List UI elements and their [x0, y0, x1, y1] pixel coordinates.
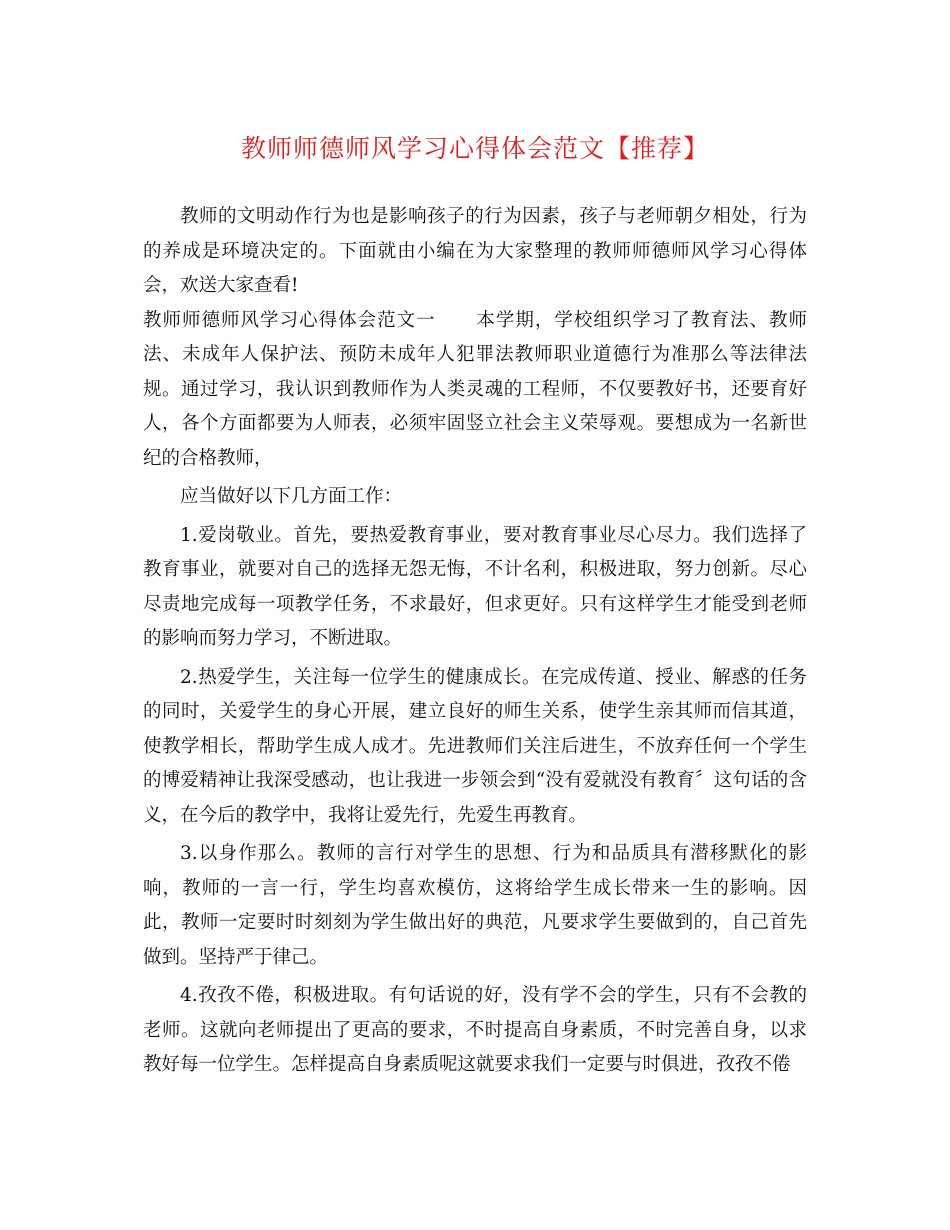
lead-paragraph: 应当做好以下几方面工作： [180, 486, 403, 507]
section-heading: 教师师德师风学习心得体会范文一 [143, 309, 436, 331]
section-body: 本学期，学校组织学习了教育法、教师法、未成年人保护法、预防未成年人犯罪法教师职业道德行为准那么等法律法规。通过学习，我认识到教师作为人类灵魂的工程师，不仅要教好书，还要育好人，各个方面都要为人师表，必须牢固竖立社会主义荣辱观。要想成为一名新世纪的合格教师， [143, 309, 807, 469]
intro-paragraph: 教师的文明动作行为也是影响孩子的行为因素，孩子与老师朝夕相处，行为的养成是环境决定的。下面就由小编在为大家整理的教师师德师风学习心得体会，欢送大家查看! [143, 206, 807, 296]
document-body [143, 200, 807, 1083]
point-paragraph-2: 2.热爱学生，关注每一位学生的健康成长。在完成传道、授业、解惑的任务的同时，关爱学生的身心开展，建立良好的师生关系，使学生亲其师而信其道，使教学相长，帮助学生成人成才。先进教师们关注后进生，不放弃任何一个学生的博爱精神让我深受感动，也让我进一步领会到“没有爱就没有教育〞这句话的含义，在今后的教学中，我将让爱先行，先爱生再教育。 [143, 666, 807, 826]
section-paragraph [143, 304, 807, 477]
point-paragraph-4: 4.孜孜不倦，积极进取。有句话说的好，没有学不会的学生，只有不会教的老师。这就向老师提出了更高的要求，不时提高自身素质，不时完善自身，以求教好每一位学生。怎样提高自身素质呢这就要求我们一定要与时俱进，孜孜不倦 [143, 985, 807, 1075]
point-paragraph-1: 1.爱岗敬业。首先，要热爱教育事业，要对教育事业尽心尽力。我们选择了教育事业，就要对自己的选择无怨无悔，不计名利，积极进取，努力创新。尽心尽责地完成每一项教学任务，不求最好，但求更好。只有这样学生才能受到老师的影响而努力学习，不断进取。 [143, 524, 807, 649]
point-paragraph-3: 3.以身作那么。教师的言行对学生的思想、行为和品质具有潜移默化的影响，教师的一言一行，学生均喜欢模仿，这将给学生成长带来一生的影响。因此，教师一定要时时刻刻为学生做出好的典范，凡要求学生要做到的，自己首先做到。坚持严于律己。 [143, 843, 807, 968]
document-title: 教师师德师风学习心得体会范文【推荐】 [240, 134, 709, 163]
